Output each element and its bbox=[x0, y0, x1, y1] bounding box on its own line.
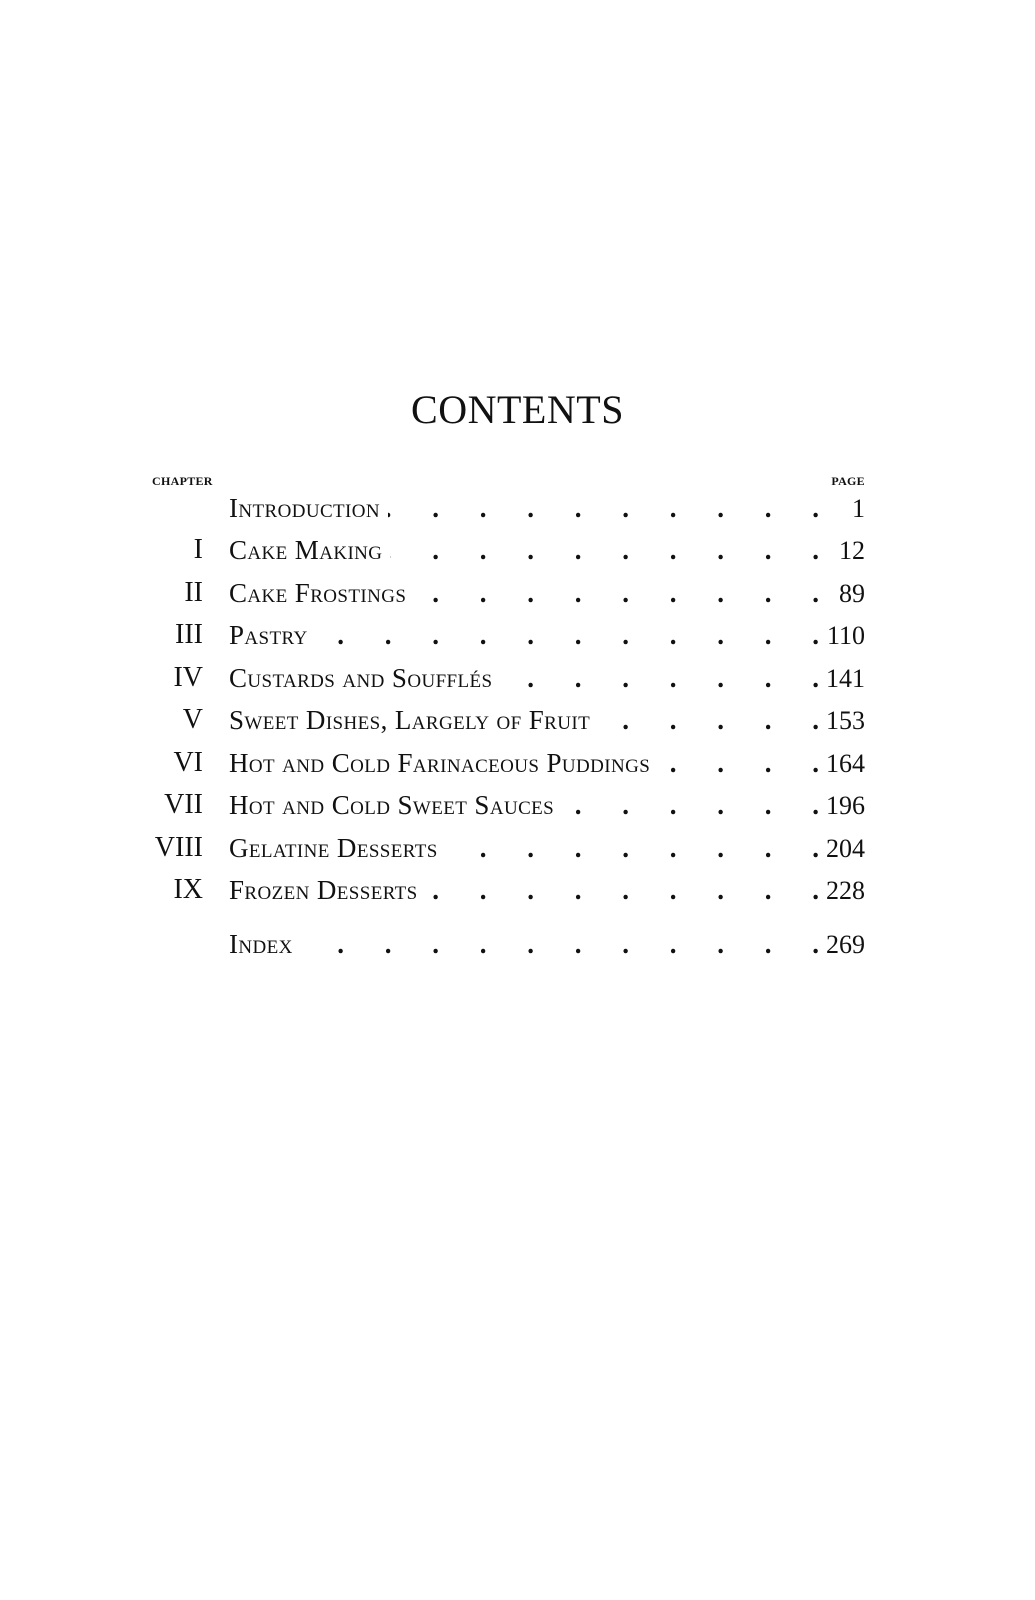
dot-leader bbox=[446, 828, 819, 868]
page-number: 196 bbox=[826, 791, 865, 820]
page-title: CONTENTS bbox=[411, 387, 624, 432]
dot-leader bbox=[426, 870, 819, 910]
dot-leader bbox=[388, 488, 819, 528]
dot-leader bbox=[414, 573, 819, 613]
page-number: 12 bbox=[839, 536, 865, 565]
chapter-number: VIII bbox=[154, 832, 203, 863]
chapter-column-header: CHAPTER bbox=[152, 474, 213, 488]
chapter-title: Sweet Dishes, Largely of Fruit bbox=[229, 705, 591, 735]
dot-leader bbox=[301, 924, 819, 964]
dot-leader bbox=[658, 743, 819, 783]
chapter-title: Hot and Cold Sweet Sauces bbox=[229, 790, 555, 820]
dot-leader bbox=[598, 700, 819, 740]
page-number: 141 bbox=[826, 664, 865, 693]
toc-entry-chapter-3 bbox=[0, 615, 1035, 655]
chapter-number: I bbox=[193, 534, 203, 565]
toc-entry-chapter-1 bbox=[0, 530, 1035, 570]
dot-leader bbox=[501, 658, 820, 698]
page-number: 228 bbox=[826, 876, 865, 905]
toc-entry-introduction bbox=[0, 488, 1035, 528]
dot-leader bbox=[562, 785, 819, 825]
chapter-number: VII bbox=[164, 789, 203, 820]
chapter-title: Custards and Soufflés bbox=[229, 663, 493, 693]
chapter-title: Pastry bbox=[229, 620, 308, 650]
chapter-number: IV bbox=[173, 662, 203, 693]
toc-entry-chapter-6 bbox=[0, 743, 1035, 783]
page-number: 110 bbox=[826, 621, 865, 650]
toc-entry-chapter-8 bbox=[0, 828, 1035, 868]
chapter-title: Cake Frostings bbox=[229, 578, 407, 608]
chapter-number: II bbox=[184, 577, 203, 608]
page-column-header: PAGE bbox=[831, 474, 865, 488]
chapter-number: V bbox=[182, 704, 203, 735]
chapter-number: VI bbox=[173, 747, 203, 778]
toc-entry-chapter-2 bbox=[0, 573, 1035, 613]
page-number: 204 bbox=[826, 834, 865, 863]
page-number: 89 bbox=[839, 579, 865, 608]
chapter-title: Cake Making bbox=[229, 535, 383, 565]
toc-entry-chapter-4 bbox=[0, 658, 1035, 698]
page-number: 1 bbox=[852, 494, 865, 523]
toc-entry-chapter-5 bbox=[0, 700, 1035, 740]
dot-leader bbox=[390, 530, 819, 570]
chapter-title: Introduction bbox=[229, 493, 381, 523]
page-number: 153 bbox=[826, 706, 865, 735]
chapter-number: IX bbox=[173, 874, 203, 905]
toc-entry-chapter-9 bbox=[0, 870, 1035, 910]
toc-entry-index bbox=[0, 924, 1035, 964]
dot-leader bbox=[316, 615, 819, 655]
page-number: 164 bbox=[826, 749, 865, 778]
toc-entry-chapter-7 bbox=[0, 785, 1035, 825]
chapter-title: Index bbox=[229, 929, 293, 959]
page-number: 269 bbox=[826, 930, 865, 959]
chapter-title: Hot and Cold Farinaceous Puddings bbox=[229, 748, 651, 778]
chapter-title: Frozen Desserts bbox=[229, 875, 418, 905]
chapter-number: III bbox=[175, 619, 203, 650]
chapter-title: Gelatine Desserts bbox=[229, 833, 438, 863]
